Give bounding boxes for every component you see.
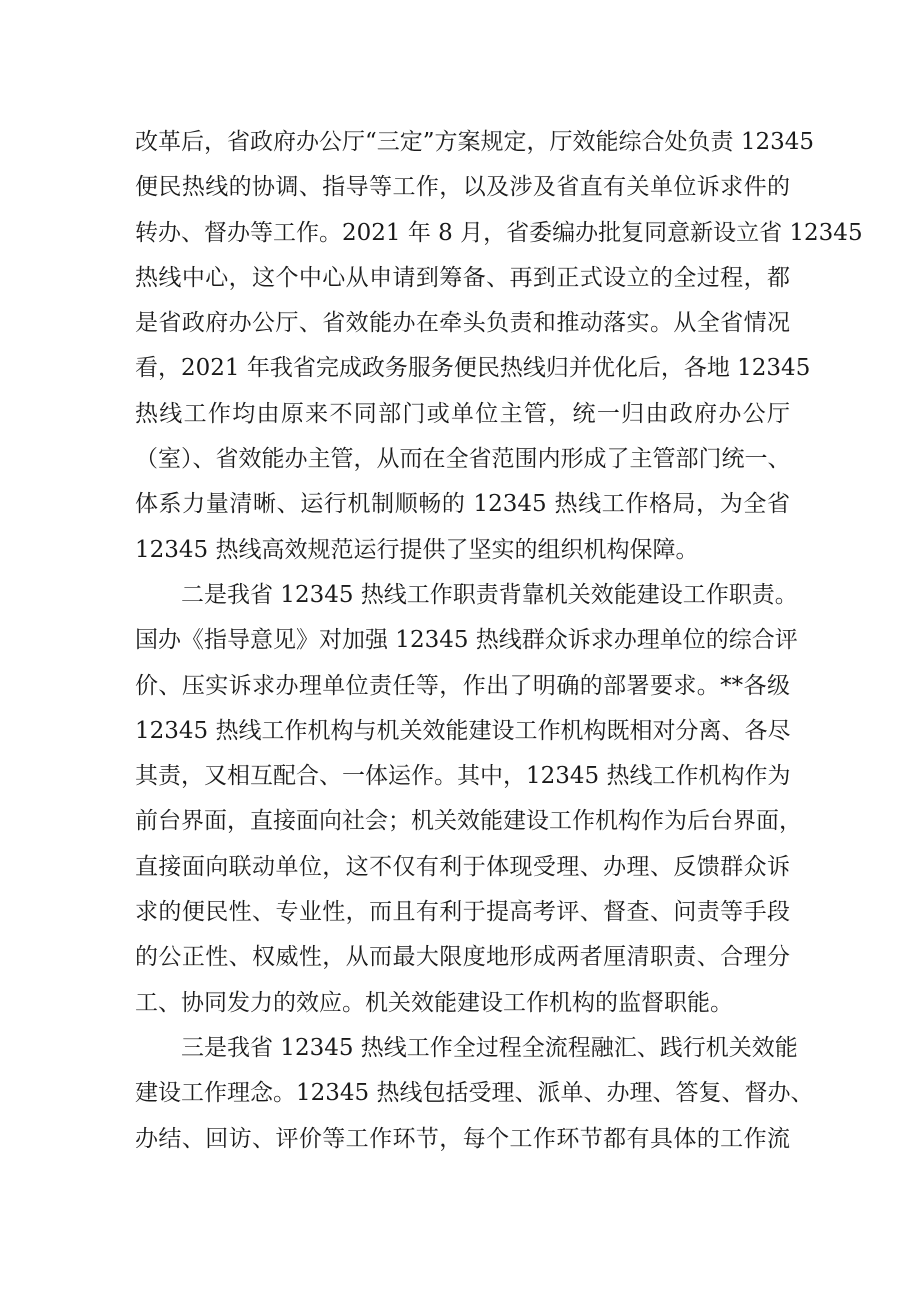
text-line: 前台界面，直接面向社会；机关效能建设工作机构作为后台界面， — [135, 808, 802, 835]
text-line: 直接面向联动单位，这不仅有利于体现受理、办理、反馈群众诉 — [135, 853, 790, 880]
text-line: 热线工作均由原来不同部门或单位主管，统一归由政府办公厅 — [135, 400, 790, 427]
paragraph-start-line: 二是我省 12345 热线工作职责背靠机关效能建设工作职责。 — [181, 581, 798, 608]
text-line: 价、压实诉求办理单位责任等，作出了明确的部署要求。**各级 — [135, 672, 790, 699]
document-body — [135, 120, 863, 1162]
text-line: 其责，又相互配合、一体运作。其中，12345 热线工作机构作为 — [135, 763, 791, 790]
text-line: （室）、省效能办主管，从而在全省范围内形成了主管部门统一、 — [135, 446, 791, 473]
text-line: 12345 热线工作机构与机关效能建设工作机构既相对分离、各尽 — [135, 717, 791, 744]
text-line: 办结、回访、评价等工作环节，每个工作环节都有具体的工作流 — [135, 1125, 790, 1152]
text-line: 建设工作理念。12345 热线包括受理、派单、办理、答复、督办、 — [135, 1080, 814, 1107]
text-line: 是省政府办公厅、省效能办在牵头负责和推动落实。从全省情况 — [135, 310, 790, 337]
text-line: 的公正性、权威性，从而最大限度地形成两者厘清职责、合理分 — [135, 944, 790, 971]
text-line: 工、协同发力的效应。机关效能建设工作机构的监督职能。 — [135, 989, 733, 1016]
text-line: 看，2021 年我省完成政务服务便民热线归并优化后，各地 12345 — [135, 355, 811, 382]
text-line: 12345 热线高效规范运行提供了坚实的组织机构保障。 — [135, 536, 699, 563]
text-line: 便民热线的协调、指导等工作，以及涉及省直有关单位诉求件的 — [135, 174, 790, 201]
paragraph-start-line: 三是我省 12345 热线工作全过程全流程融汇、践行机关效能 — [181, 1034, 798, 1061]
text-line: 国办《指导意见》对加强 12345 热线群众诉求办理单位的综合评 — [135, 627, 798, 654]
text-line: 体系力量清晰、运行机制顺畅的 12345 热线工作格局，为全省 — [135, 491, 790, 518]
text-line: 求的便民性、专业性，而且有利于提高考评、督查、问责等手段 — [135, 899, 790, 926]
text-line: 改革后，省政府办公厅“三定”方案规定，厅效能综合处负责 12345 — [135, 129, 814, 155]
text-line: 热线中心，这个中心从申请到筹备、再到正式设立的全过程，都 — [135, 264, 790, 291]
text-line: 转办、督办等工作。2021 年 8 月，省委编办批复同意新设立省 12345 — [135, 219, 863, 246]
